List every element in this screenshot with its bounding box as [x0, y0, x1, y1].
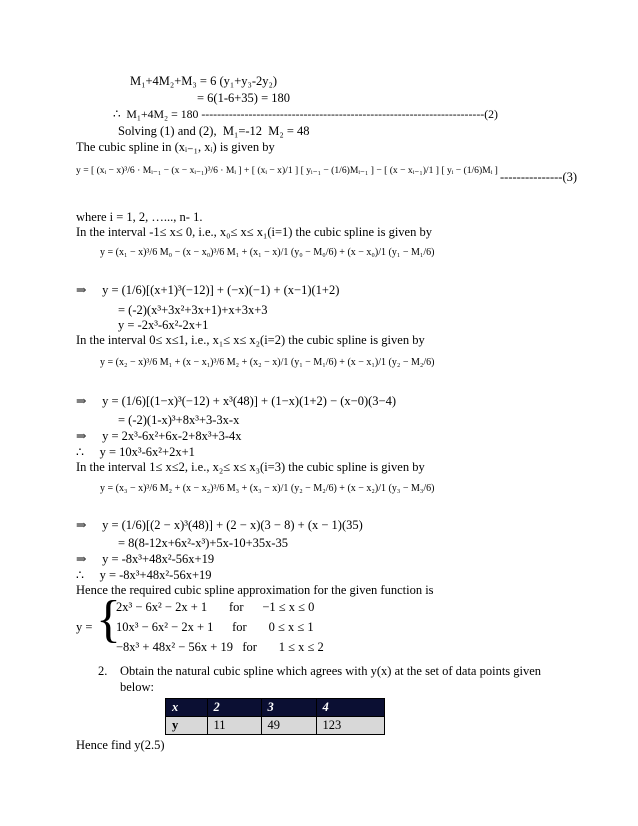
equation-line: ⇒ y = (1/6)[(1−x)³(−12) + x³(48)] + (1−x)(1+2) − (x−0)(3−4) [76, 394, 396, 408]
equation-line: y = -2x³-6x²-2x+1 [118, 318, 209, 332]
equation-line: = 6(1-6+35) = 180 [197, 91, 291, 105]
piecewise-y-label: y = [76, 620, 93, 634]
text-line: In the interval -1≤ x≤ 0, i.e., x₀≤ x≤ x₁(i=1) the cubic spline is given by [76, 225, 432, 239]
equation-line: ⇒ y = -8x³+48x²-56x+19 [76, 552, 215, 566]
table-cell: 123 [316, 717, 385, 735]
text-line: In the interval 1≤ x≤2, i.e., x₂≤ x≤ x₃(i=3) the cubic spline is given by [76, 460, 425, 474]
equation-line: = (-2)(1-x)³+8x³+3-3x-x [118, 413, 240, 427]
table-cell: 11 [207, 717, 261, 735]
table-header-cell: 4 [316, 699, 385, 717]
equation-line: = (-2)(x³+3x²+3x+1)+x+3x+3 [118, 303, 268, 317]
table-cell: y [166, 717, 208, 735]
piecewise-row-1: 2x³ − 6x² − 2x + 1 for −1 ≤ x ≤ 0 [116, 600, 315, 614]
table-row [166, 699, 385, 717]
piecewise-row-3: −8x³ + 48x² − 56x + 19 for 1 ≤ x ≤ 2 [116, 640, 324, 654]
equation-line: ⇒ y = (1/6)[(2 − x)³(48)] + (2 − x)(3 − 8) + (x − 1)(35) [76, 518, 363, 532]
equation-line: M₁+4M₂+M₃ = 6 (y₁+y₃-2y₂) [130, 74, 278, 88]
table-cell: 49 [261, 717, 316, 735]
equation-line: ∴ y = 10x³-6x²+2x+1 [76, 445, 195, 459]
spline-formula-i3: y = (x₃ − x)³/6 M₂ + (x − x₂)³/6 M₃ + (x₃ − x)/1 (y₂ − M₂/6) + (x − x₂)/1 (y₃ − M₃/6) [100, 483, 435, 494]
equation-line: = 8(8-12x+6x²-x³)+5x-10+35x-35 [118, 536, 289, 550]
text-line: The cubic spline in (xᵢ₋₁, xᵢ) is given by [76, 140, 275, 154]
equation-tag: ---------------(3) [500, 170, 578, 184]
piecewise-row-2: 10x³ − 6x² − 2x + 1 for 0 ≤ x ≤ 1 [116, 620, 314, 634]
data-points-table [165, 698, 385, 735]
equation-line: ∴ M₁+4M₂ = 180 ------------------------------------------------------------------------(2) [113, 107, 498, 121]
table-header-cell: 3 [261, 699, 316, 717]
text-line: Hence the required cubic spline approximation for the given function is [76, 583, 434, 597]
question-text: Obtain the natural cubic spline which agrees with y(x) at the set of data points given [120, 664, 542, 678]
text-line: In the interval 0≤ x≤1, i.e., x₁≤ x≤ x₂(i=2) the cubic spline is given by [76, 333, 425, 347]
left-brace-icon: { [96, 591, 121, 648]
table-header-cell: x [166, 699, 208, 717]
question-number: 2. [98, 664, 108, 678]
text-line: Solving (1) and (2), M₁=-12 M₂ = 48 [118, 124, 310, 138]
table-row [166, 717, 385, 735]
text-line: Hence find y(2.5) [76, 738, 165, 752]
equation-line: ⇒ y = (1/6)[(x+1)³(−12)] + (−x)(−1) + (x−1)(1+2) [76, 283, 340, 297]
spline-formula-i2: y = (x₂ − x)³/6 M₁ + (x − x₁)³/6 M₂ + (x₂ − x)/1 (y₁ − M₁/6) + (x − x₁)/1 (y₂ − M₂/6) [100, 357, 435, 368]
spline-formula: y = [ (xᵢ − x)³/6 · Mᵢ₋₁ − (x − xᵢ₋₁)³/6 · Mᵢ ] + [ (xᵢ − x)/1 ] [ yᵢ₋₁ − (1/6)Mᵢ₋₁ ] − [ (x − xᵢ₋₁)/1 ] [ yᵢ − (1/6)Mᵢ ] [76, 165, 498, 176]
question-text: below: [120, 680, 155, 694]
spline-formula-i1: y = (x₁ − x)³/6 M₀ − (x − x₀)³/6 M₁ + (x₁ − x)/1 (y₀ − M₀/6) + (x − x₀)/1 (y₁ − M₁/6) [100, 247, 435, 258]
equation-line: ∴ y = -8x³+48x²-56x+19 [76, 568, 212, 582]
text-line: where i = 1, 2, …..., n- 1. [76, 210, 203, 224]
table-header-cell: 2 [207, 699, 261, 717]
equation-line: ⇒ y = 2x³-6x²+6x-2+8x³+3-4x [76, 429, 242, 443]
